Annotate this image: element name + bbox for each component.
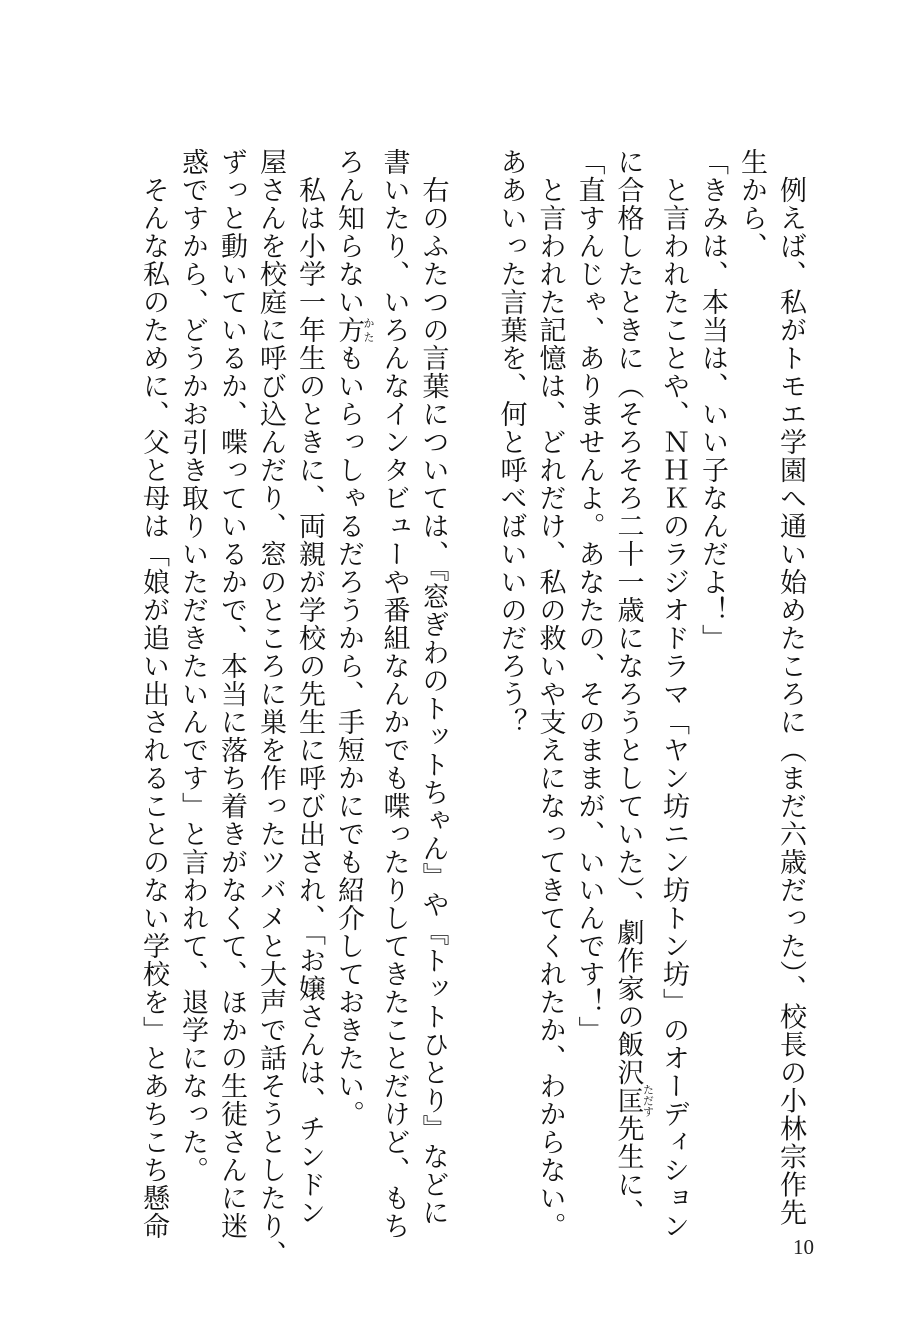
paragraph-gap [453,148,492,1108]
ruby-base: 匡 [612,1084,644,1117]
text-line: そんな私のために、父と母は「娘が追い出されることのない学校を」とあちこち懸命 [138,148,169,1240]
text-line: と言われた記憶は、どれだけ、私の救いや支えになってきてくれたか、わからない。 [534,148,566,1240]
ruby-word [612,1084,655,1117]
text-segment: ろん知らない [333,148,364,316]
text-line: と言われたことや、ＮＨＫのラジオドラマ「ヤン坊ニン坊トン坊」のオーディション [658,148,689,1240]
text-line: 「直すんじゃ、ありませんよ。あなたの、そのままが、いいんです！」 [573,148,605,1044]
text-segment: もいらっしゃるだろうから、手短かにでも紹介しておきたい。 [333,344,364,1128]
text-segment: 先生に、 [612,1114,644,1227]
text-line: 惑ですから、どうかお引き取りいただきたいんです」と言われて、退学になった。 [177,148,208,1184]
text-line-with-ruby [609,148,655,1227]
text-line: 例えば、私がトモエ学園へ通い始めたころに（まだ六歳だった）、校長の小林宗作先 [775,148,806,1227]
ruby-base: 方 [333,316,364,344]
text-line: 右のふたつの言葉については、『窓ぎわのトットちゃん』や『トットひとり』などに [417,148,449,1227]
ruby-word [333,316,375,344]
ruby-reading: ただす [641,1084,655,1117]
page-number: 10 [793,1235,814,1259]
text-line: 書いたり、いろんなインタビューや番組なんかでも喋ったりしてきたことだけど、もち [378,148,410,1240]
ruby-reading: かた [362,316,375,344]
text-line: 私は小学一年生のときに、両親が学校の先生に呼び出され、「お嬢さんは、チンドン [294,148,325,1227]
text-line: 生から、 [736,148,767,260]
text-segment: に合格したときに（そろそろ二十一歳になろうとしていた）、劇作家の飯沢 [612,148,644,1087]
text-line: 屋さんを校庭に呼び込んだり、窓のところに巣を作ったツバメと大声で話そうとしたり、 [255,148,286,1268]
text-line: ああいった言葉を、何と呼べばいいのだろう？ [495,148,527,736]
text-line: ずっと動いているか、喋っているかで、本当に落ち着きがなくて、ほかの生徒さんに迷 [216,148,247,1240]
text-line-with-ruby [329,148,375,1128]
text-line: 「きみは、本当は、いい子なんだよ！」 [697,148,728,652]
